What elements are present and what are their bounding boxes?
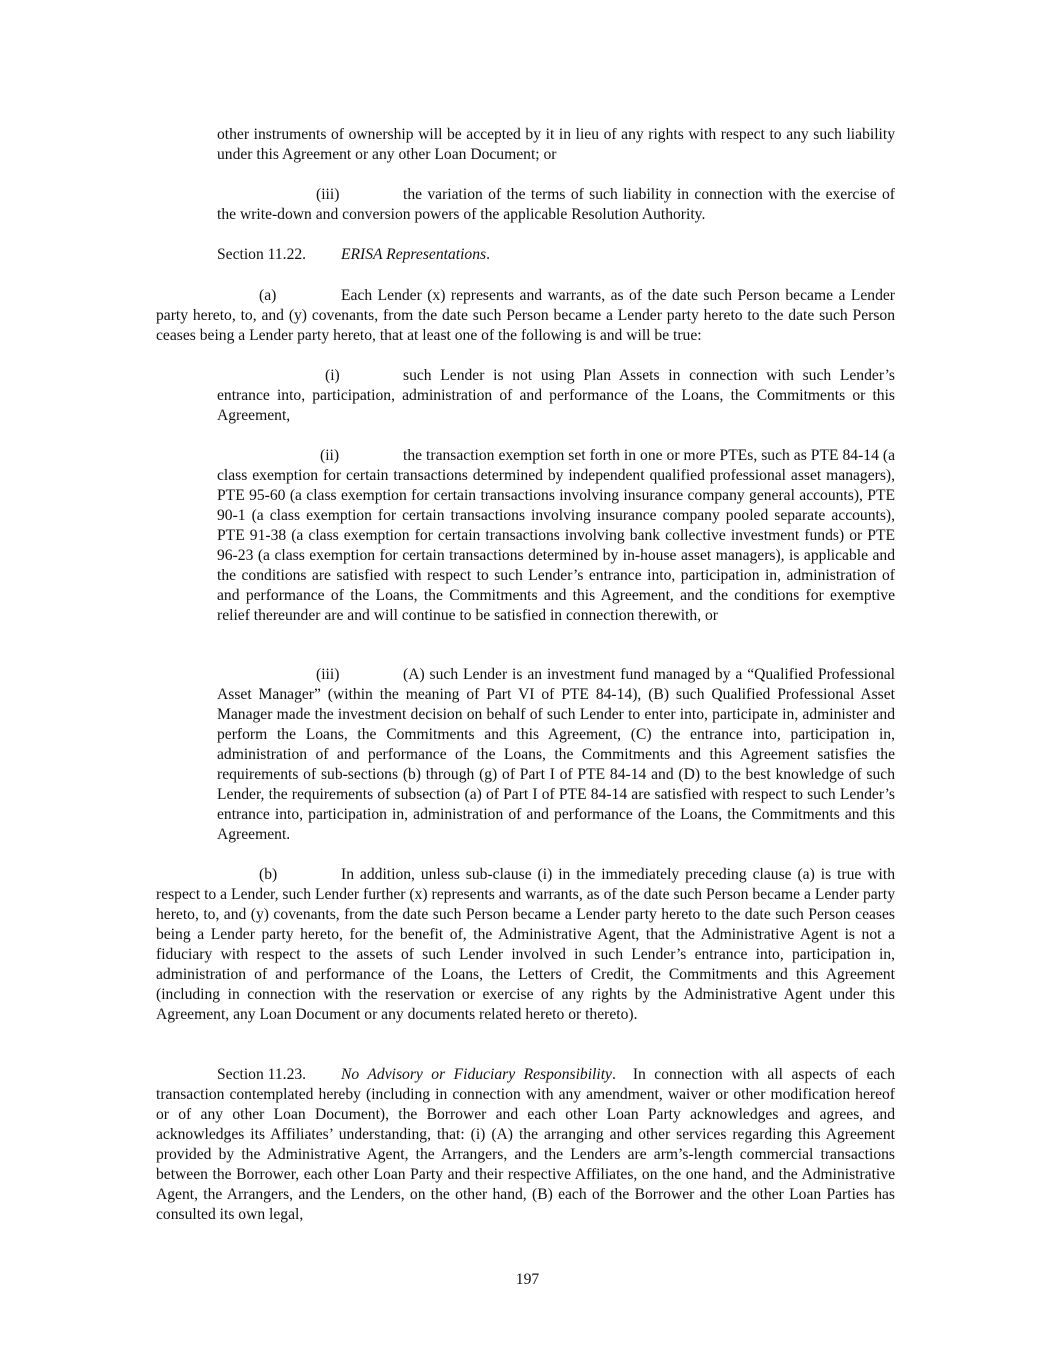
clause-label: (iii): [316, 666, 340, 683]
paragraph-text: the variation of the terms of such liability in connection with the exercise of the write-down and conversion powers of the applicable Resolution Authority.: [217, 186, 895, 223]
clause-iii-writedown: [217, 185, 895, 225]
page-number: 197: [515, 1271, 540, 1288]
clause-label: (iii): [316, 186, 340, 203]
paragraph-text: the transaction exemption set forth in one or more PTEs, such as PTE 84-14 (a class exemption for certain transactions determined by independent qualified professional asset managers), PTE 95-60 (a class exemption for certain transactions involving insurance company general accounts), PTE 90-1 (a class exemption for certain transactions involving insurance company pooled separate accounts), PTE 91-38 (a class exemption for certain transactions involving bank collective investment funds) or PTE 96-23 (a class exemption for certain transactions determined by in-house asset managers), is applicable and the conditions are satisfied with respect to such Lender’s entrance into, participation in, administration of and performance of the Loans, the Commitments and this Agreement, and the conditions for exemptive relief thereunder are and will continue to be satisfied in connection therewith, or: [217, 447, 895, 624]
paragraph-text: (A) such Lender is an investment fund managed by a “Qualified Professional Asset Manager” (within the meaning of Part VI of PTE 84-14), (B) such Qualified Professional Asset Manager made the investment decision on behalf of such Lender to enter into, participate in, administer and perform the Loans, the Commitments and this Agreement, (C) the entrance into, participation in, administration of and performance of the Loans, the Commitments and this Agreement satisfies the requirements of sub-sections (b) through (g) of Part I of PTE 84-14 and (D) to the best knowledge of such Lender, the requirements of subsection (a) of Part I of PTE 84-14 are satisfied with respect to such Lender’s entrance into, participation in, administration of and performance of the Loans, the Commitments and this Agreement.: [217, 666, 895, 843]
paragraph-text: In addition, unless sub-clause (i) in the immediately preceding clause (a) is true with respect to a Lender, such Lender further (x) represents and warrants, as of the date such Person became a Lender party hereto, to, and (y) covenants, from the date such Person became a Lender party hereto to the date such Person ceases being a Lender party hereto, for the benefit of, the Administrative Agent, that the Administrative Agent is not a fiduciary with respect to the assets of such Lender involved in such Lender’s entrance into, participation in, administration of and performance of the Loans, the Letters of Credit, the Commitments and this Agreement (including in connection with the reservation or exercise of any rights by the Administrative Agent under this Agreement, any Loan Document or any documents related hereto or thereto).: [156, 866, 895, 1023]
clause-iii-qpam: [217, 665, 895, 845]
paragraph-text: other instruments of ownership will be accepted by it in lieu of any rights with respect to any such liability under this Agreement or any other Loan Document; or: [217, 126, 895, 163]
section-11-23: Section 11.23. No Advisory or Fiduciary Responsibility. In connection with all aspects of each transaction contemplated hereby (including in connection with any amendment, waiver or other modification hereof or of any other Loan Document), the Borrower and each other Loan Party acknowledges and agrees, and acknowledges its Affiliates’ understanding, that: (i) (A) the arranging and other services regarding this Agreement provided by the Administrative Agent, the Arrangers, and the Lenders are arm’s-length commercial transactions between the Borrower, each other Loan Party and their respective Affiliates, on the one hand, and the Administrative Agent, the Arrangers, and the Lenders, on the other hand, (B) each of the Borrower and the other Loan Parties has consulted its own legal,: [156, 1066, 896, 1223]
clause-ii: [217, 446, 895, 626]
section-title: No Advisory or Fiduciary Responsibility: [341, 1066, 612, 1083]
clause-label: (i): [325, 367, 340, 384]
paragraph-text: In connection with all aspects of each transaction contemplated hereby (including in connection with any amendment, waiver or other modification hereof or of any other Loan Document), the Borrower and each other Loan Party acknowledges and agrees, and acknowledges its Affiliates’ understanding, that: (i) (A) the arranging and other services regarding this Agreement provided by the Administrative Agent, the Arrangers, and the Lenders are arm’s-length commercial transactions between the Borrower, each other Loan Party and their respective Affiliates, on the one hand, and the Administrative Agent, the Arrangers, and the Lenders, on the other hand, (B) each of the Borrower and the other Loan Parties has consulted its own legal,: [156, 1066, 896, 1223]
clause-b: [156, 865, 895, 1025]
section-11-22-heading: Section 11.22. ERISA Representations.: [217, 246, 490, 263]
continuation-paragraph: [217, 125, 895, 165]
section-number: Section 11.22.: [217, 246, 307, 263]
clause-label: (b): [259, 866, 278, 883]
section-number: Section 11.23.: [217, 1066, 307, 1083]
clause-label: (a): [259, 287, 277, 304]
paragraph-text: Each Lender (x) represents and warrants, as of the date such Person became a Lender party hereto, to, and (y) covenants, from the date such Person became a Lender party hereto to the date such Person ceases being a Lender party hereto, that at least one of the following is and will be true:: [156, 287, 895, 344]
clause-i: [217, 366, 895, 426]
clause-label: (ii): [320, 447, 340, 464]
clause-a: [156, 286, 895, 346]
section-title: ERISA Representations: [341, 246, 487, 263]
paragraph-text: such Lender is not using Plan Assets in connection with such Lender’s entrance into, participation, administration of and performance of the Loans, the Commitments or this Agreement,: [217, 367, 895, 424]
